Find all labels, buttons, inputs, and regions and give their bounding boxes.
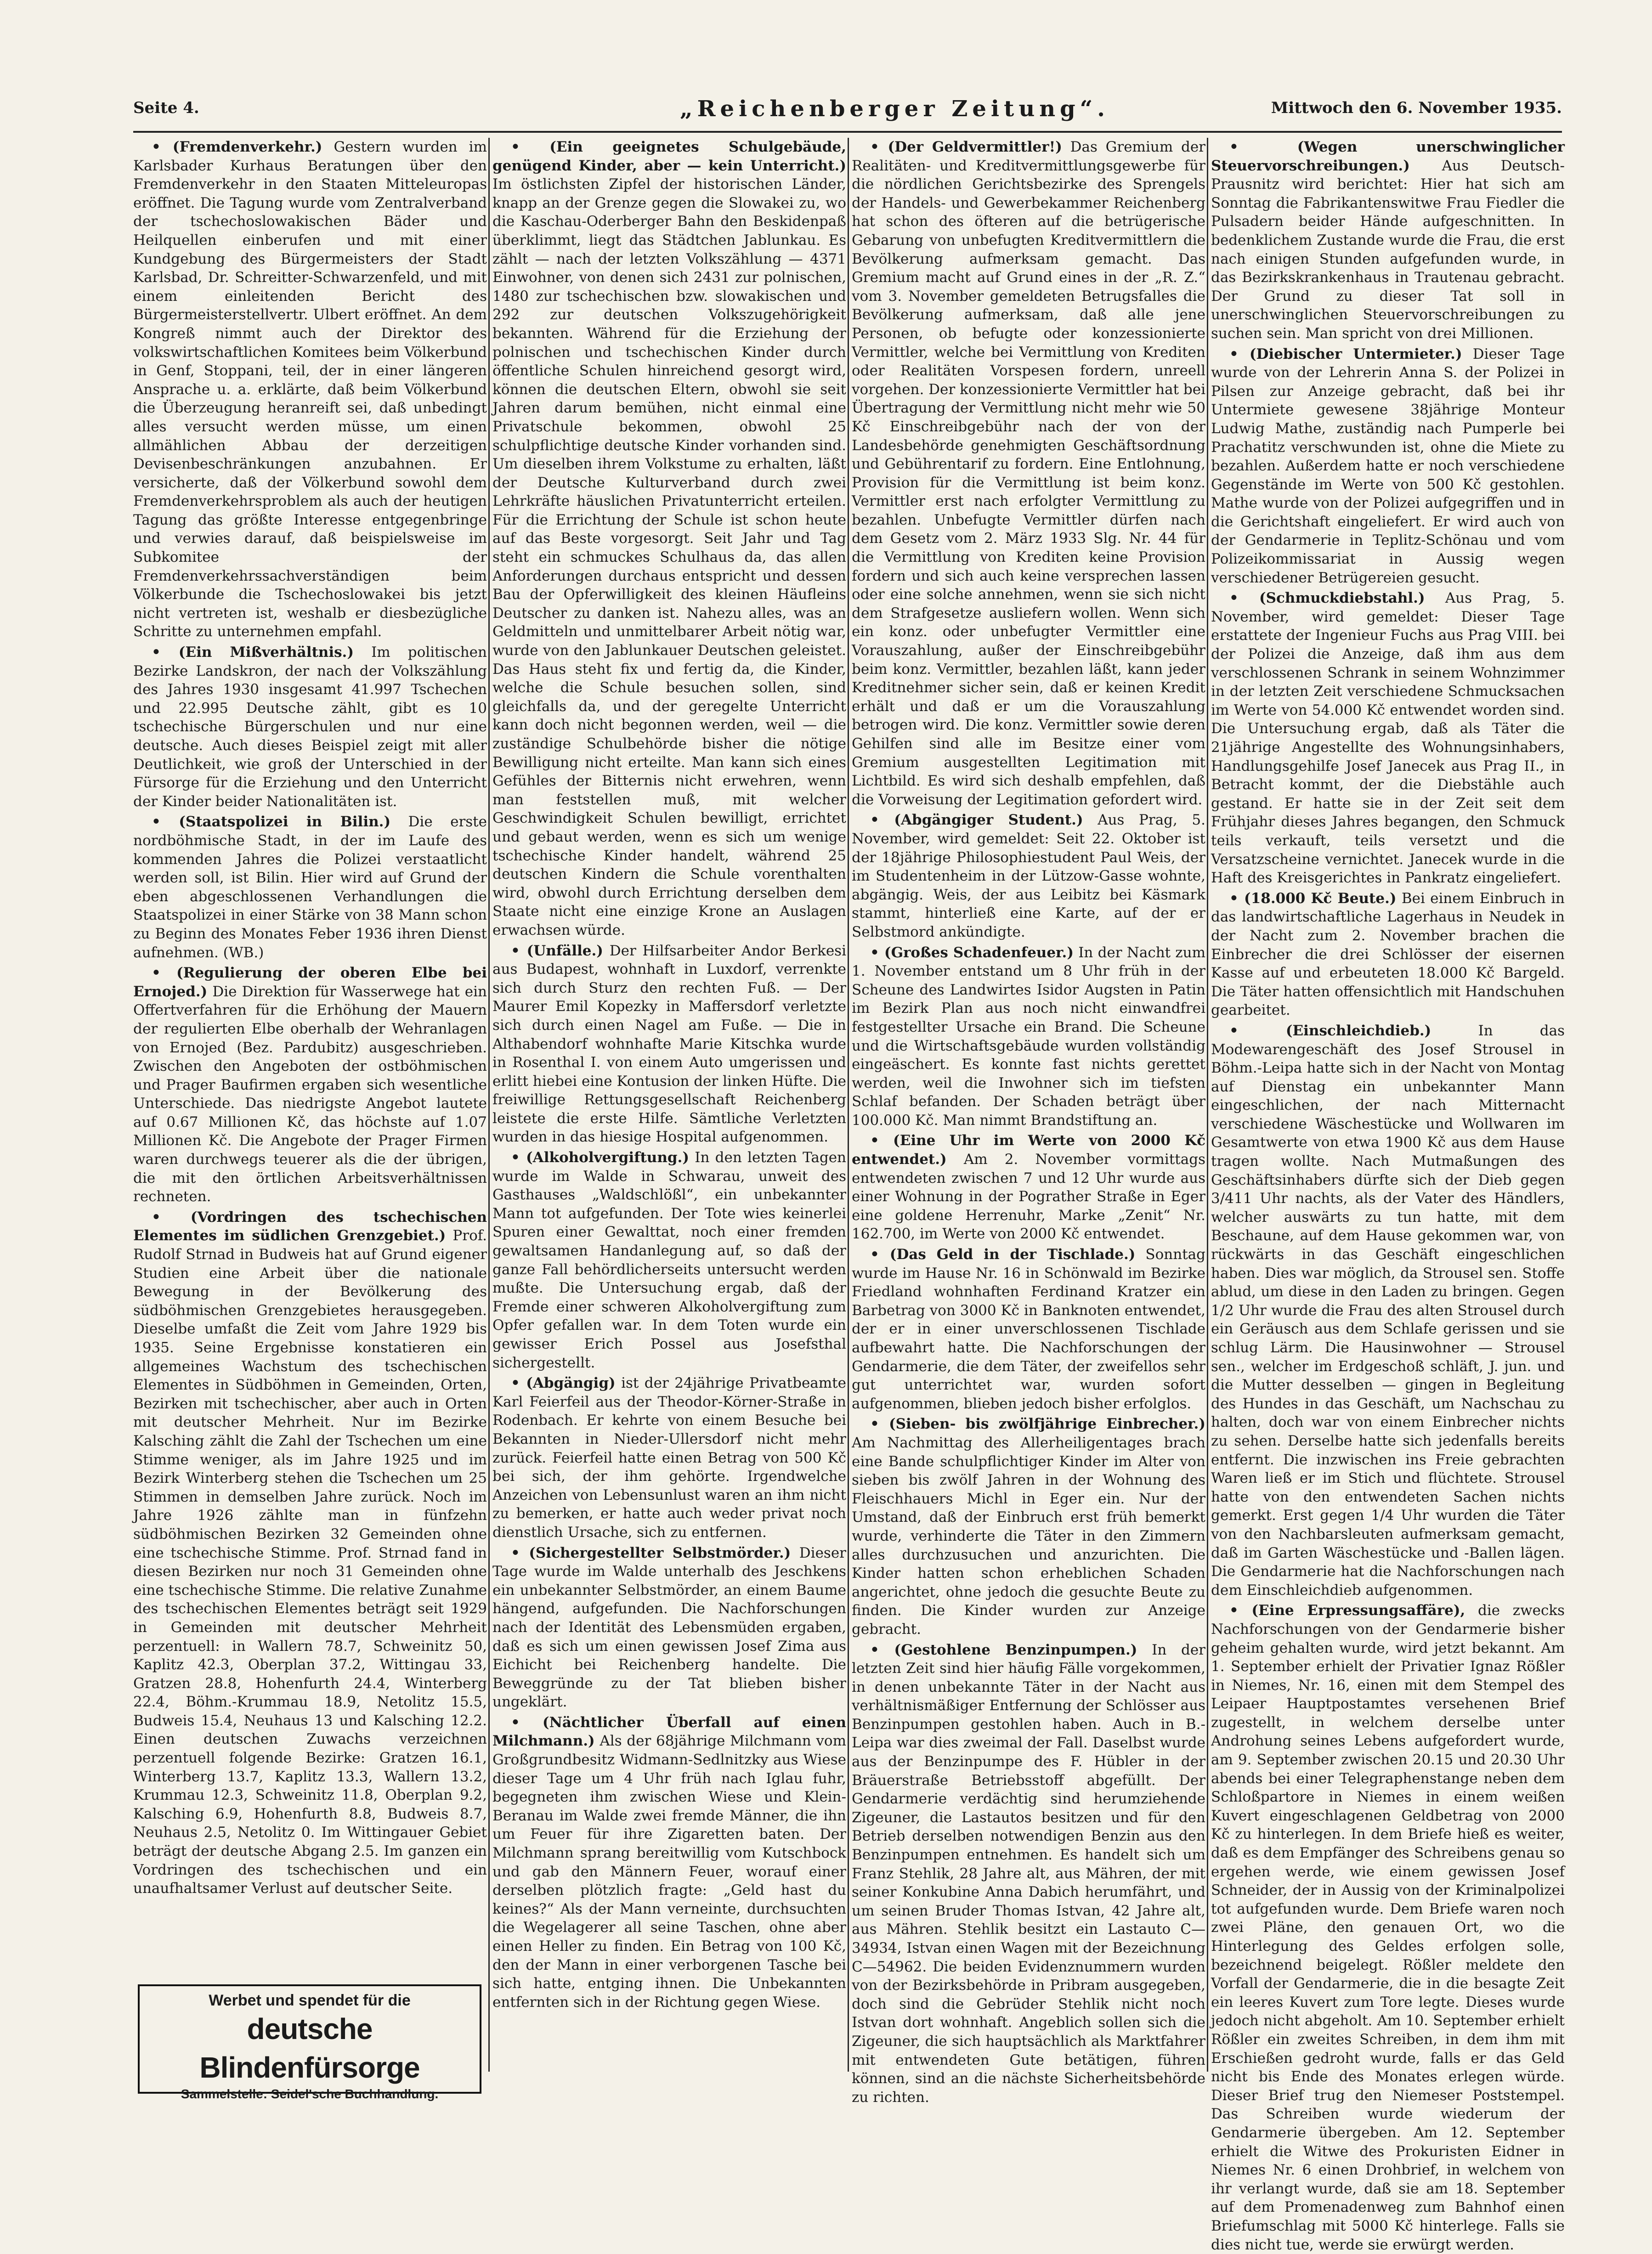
article-heading: • (Vordringen des tschechischen Elementes im südlichen Grenzgebiet.): [133, 1209, 487, 1244]
article-heading: • (Nächtlicher Überfall auf einen Milchmann.): [492, 1714, 846, 1750]
article: [492, 138, 846, 940]
column-rule: [848, 138, 849, 2072]
article-body: Im politischen Bezirke Landskron, der nach der Volkszählung des Jahres 1930 insgesamt 41.997 Tschechen und 22.995 Deutsche zählt, gibt es 10 tschechische Bürgerschulen und nur eine deutsche. Auch dieses Beispiel zeigt mit aller Deutlichkeit, wie groß der Unterschied in der Fürsorge für die Erziehung und den Unterricht der Kinder beider Nationalitäten ist.: [133, 644, 487, 810]
article-heading: • (Das Geld in der Tischlade.): [870, 1246, 1136, 1263]
article: [133, 643, 487, 811]
article: [1211, 589, 1565, 887]
article-heading: • (Eine Erpressungsaffäre),: [1229, 1602, 1465, 1619]
article-body: Aus Prag, 5. November, wird gemeldet: Dieser Tage erstattete der Ingenieur Fuchs aus Prag VIII. bei der Polizei die Anzeige, daß ihm aus dem verschlossenen Schrank in seinem Wohnzimmer in der letzten Zeit verschiedene Schmucksachen im Werte von 54.000 Kč entwendet worden sind. Die Untersuchung ergab, daß als Täter die 21jährige Angestellte des Wohnungsinhabers, Handlungsgehilfe Josef Janecek aus Prag II., in Betracht kommt, der die Diebstähle auch gestand. Er hatte sie in der Zeit seit dem Frühjahr dieses Jahres begangen, den Schmuck teils verkauft, teils versetzt und die Versatzscheine vernichtet. Janecek wurde in die Haft des Kreisgerichtes in Pankratz eingeliefert.: [1211, 590, 1565, 887]
article: [1211, 138, 1565, 343]
article-body: Der Hilfsarbeiter Andor Berkesi aus Budapest, wohnhaft in Luxdorf, verrenkte sich durch Sturz den rechten Fuß. — Der Maurer Emil Kopezky in Maffersdorf verletzte sich durch einen Nagel am Fuße. — Die in Althabendorf wohnhafte Marie Kitschka wurde in Rosenthal I. von einem Auto umgerissen und erlitt hiebei eine Kontusion der linken Hüfte. Die freiwillige Rettungsgesellschaft Reichenberg leistete die erste Hilfe. Sämtliche Verletzten wurden in das hiesige Hospital aufgenommen.: [492, 942, 846, 1146]
article: [492, 1374, 846, 1542]
article: [492, 942, 846, 1147]
article-body: Dieser Tage wurde im Walde unterhalb des Jeschkens ein unbekannter Selbstmörder, an einem Baume hängend, aufgefunden. Die Nachforschungen nach der Identität des Lebensmüden ergaben, daß es sich um einen gewissen Josef Zima aus Eichicht bei Reichenberg handelte. Die Beweggründe zu der Tat blieben bisher ungeklärt.: [492, 1544, 846, 1711]
article: [852, 1245, 1205, 1413]
article-body: ist der 24jährige Privatbeamte Karl Feierfeil aus der Theodor-Körner-Straße in Rodenbach. Er kehrte von einem Besuche bei Bekannten in Nieder-Ullersdorf nicht mehr zurück. Feierfeil hatte einen Betrag von 500 Kč bei sich, der ihm gehörte. Irgendwelche Anzeichen von Lebensunlust waren an ihm nicht zu bemerken, er hatte auch weder privat noch dienstlich Ursache, sich zu entfernen.: [492, 1375, 846, 1541]
article: [1211, 889, 1565, 1020]
article-body: Als der 68jährige Milchmann vom Großgrundbesitz Widmann-Sedlnitzky aus Wiese dieser Tage um 4 Uhr früh nach Iglau fuhr, begegneten ihm zwischen Wiese und Klein-Beranau im Walde zwei fremde Männer, die ihn um Feuer für ihre Zigaretten baten. Der Milchmann sprang bereitwillig vom Kutschbock und gab den Männern Feuer, worauf einer derselben plötzlich fragte: „Geld hast du keines?“ Als der Mann verneinte, durchsuchten die Wegelagerer all seine Taschen, ohne aber einen Heller zu finden. Ein Betrag von 100 Kč, den der Mann in einer verborgenen Tasche bei sich hatte, entging ihnen. Die Unbekannten entfernten sich in der Richtung gegen Wiese.: [492, 1733, 846, 2011]
article-body: Sonntag wurde im Hause Nr. 16 in Schönwald im Bezirke Friedland wohnhaften Ferdinand Kratzer ein Barbetrag von 3000 Kč in Banknoten entwendet, der er in einer unverschlossenen Tischlade aufbewahrt hatte. Die Nachforschungen der Gendarmerie, die dem Täter, der zweifellos sehr gut unterrichtet war, wurden sofort aufgenommen, blieben jedoch bisher erfolglos.: [852, 1246, 1206, 1412]
article-heading: • (Abgängig): [511, 1375, 616, 1392]
article-body: Im östlichsten Zipfel der historischen Länder, knapp an der Grenze gegen die Slowakei zu, wo die Kaschau-Oderberger Bahn den Beskidenpaß überklimmt, liegt das Städtchen Jablunkau. Es zählt — nach der letzten Volkszählung — 4371 Einwohner, von denen sich 2431 zur polnischen, 1480 zur tschechischen bzw. slowakischen und 292 zur deutschen Volkszugehörigkeit bekannten. Während für die Erziehung der polnischen und tschechischen Kinder durch öffentliche Schulen hinreichend gesorgt wird, können die deutschen Eltern, obwohl sie seit Jahren darum bemühen, nicht einmal eine Privatschule bekommen, obwohl 25 schulpflichtige deutsche Kinder vorhanden sind. Um dieselben ihrem Volkstume zu erhalten, läßt der Deutsche Kulturverband durch zwei Lehrkräfte häuslichen Privatunterricht erteilen. Für die Errichtung der Schule ist schon heute auf das Beste vorgesorgt. Seit Jahr und Tag steht ein schmuckes Schulhaus da, das allen Anforderungen durchaus entspricht und dessen Bau der Opferwilligkeit des kleinen Häufleins Deutscher zu danken ist. Nahezu alles, was an Geldmitteln und unmittelbarer Arbeit nötig war, wurde von den Jablunkauer Deutschen geleistet. Das Haus steht fix und fertig da, die Kinder, welche die Schule besuchen sollen, sind gleichfalls da, und der geregelte Unterricht kann doch nicht begonnen werden, weil — die zuständige Schulbehörde bisher die nötige Bewilligung nicht erteilte. Man kann sich eines Gefühles der Bitternis nicht erwehren, wenn man feststellen muß, mit welcher Geschwindigkeit Schulen bewilligt, errichtet und gebaut werden, wenn es sich um wenige tschechische Kinder handelt, während 25 deutschen Kindern die Schule vorenthalten wird, obwohl durch Errichtung derselben dem Staate nicht eine einzige Krone an Auslagen erwachsen würde.: [492, 176, 846, 938]
article: [852, 1415, 1205, 1638]
article: [492, 1713, 846, 2012]
article-heading: • (Diebischer Untermieter.): [1229, 345, 1462, 362]
article-heading: • (Alkoholvergiftung.): [511, 1149, 690, 1166]
article: [852, 1131, 1205, 1243]
article: [1211, 1022, 1565, 1599]
column-3: [852, 138, 1206, 2106]
article-heading: • (Eine Uhr im Werte von 2000 Kč entwendet.): [852, 1132, 1205, 1168]
masthead-title: „Reichenberger Zeitung“.: [680, 96, 1109, 122]
article-heading: • (Ein geeignetes Schulgebäude, genügend Kinder, aber — kein Unterricht.): [492, 139, 846, 174]
article: [852, 811, 1205, 941]
article-body: Die Direktion für Wasserwege hat ein Offertverfahren für die Erhöhung der Mauern der regulierten Elbe oberhalb der Wehranlagen von Ernojed (Bez. Pardubitz) ausgeschrieben. Zwischen den Angeboten der ostböhmischen und Prager Baufirmen ergaben sich wesentliche Unterschiede. Das niedrigste Angebot lautete auf 0.67 Millionen Kč, das höchste auf 1.07 Millionen Kč. Die Angebote der Prager Firmen waren durchwegs teuerer als die der übrigen, die mit den örtlichen Arbeitsverhältnissen rechneten.: [133, 983, 487, 1205]
article-heading: • (Schmuckdiebstahl.): [1229, 590, 1425, 607]
article: [852, 943, 1205, 1130]
article-heading: • (Abgängiger Student.): [870, 812, 1083, 829]
article-heading: • (Wegen unerschwinglicher Steuervorschreibungen.): [1211, 139, 1565, 174]
article-heading: • (Unfälle.): [511, 942, 603, 959]
article-body: Das Gremium der Realitäten- und Kreditvermittlungsgewerbe für die nördlichen Gerichtsbezirke des Sprengels der Handels- und Gewerbekammer Reichenberg hat schon des öfteren auf die betrügerische Gebarung von unbefugten Kreditvermittlern die Bevölkerung aufmerksam gemacht. Das Gremium macht auf Grund eines in der „R. Z.“ vom 3. November gemeldeten Betrugsfalles die Bevölkerung aufmerksam, daß alle jene Personen, ob befugte oder konzessionierte Vermittler, welche bei Vermittlung von Krediten oder Realitäten Vorspesen fordern, unreell vorgehen. Der konzessionierte Vermittler hat bei Übertragung der Vermittlung nicht mehr wie 50 Kč Einschreibgebühr nach der von der Landesbehörde genehmigten Geschäftsordnung und Gebührentarif zu fordern. Eine Entlohnung, Provision für die Vermittlung ist beim konz. Vermittler erst nach erfolgter Vermittlung zu bezahlen. Unbefugte Vermittler dürfen nach dem Gesetz vom 2. März 1933 Slg. Nr. 44 für die Vermittlung von Krediten keine Provision fordern und sich auch keine versprechen lassen oder eine solche annehmen, wenn sie sich nicht dem Strafgesetze ausliefern wollen. Wenn sich ein konz. oder unbefugter Vermittler eine Vorauszahlung, außer der Einschreibgebühr beim konz. Vermittler, bezahlen läßt, kann jeder Kreditnehmer sicher sein, daß er keinen Kredit erhält und daß er um die Vorauszahlung betrogen wird. Die konz. Vermittler sowie deren Gehilfen sind alle im Besitze einer vom Gremium ausgestellten Legitimation mit Lichtbild. Es wird sich deshalb empfehlen, daß die Vorweisung der Legitimation gefordert wird.: [852, 139, 1205, 808]
article-body: Am Nachmittag des Allerheiligentages brach eine Bande schulpflichtiger Kinder im Alter von sieben bis zwölf Jahren in der Wohnung des Fleischhauers Michl in Eger ein. Nur der Umstand, daß der Einbruch erst früh bemerkt wurde, verhinderte die Täter in den Zimmern alles durchzusuchen und anzurichten. Die Kinder hatten schon erheblichen Schaden angerichtet, ohne jedoch die gesuchte Beute zu finden. Die Kinder wurden zur Anzeige gebracht.: [852, 1434, 1205, 1638]
article: [852, 1641, 1205, 2107]
article-body: Die erste nordböhmische Stadt, in der im Laufe des kommenden Jahres die Polizei verstaatlicht werden soll, ist Bilin. Hier wird auf Grund der eben abgeschlossenen Verhandlungen die Staatspolizei in einer Stärke von 38 Mann schon zu Beginn des Monates Feber 1936 ihren Dienst aufnehmen. (WB.): [133, 813, 487, 961]
column-rule: [1207, 138, 1208, 2072]
page-header: [133, 96, 1562, 133]
article-body: In der letzten Zeit sind hier häufig Fälle vorgekommen, in denen unbekannte Täter in der Nacht aus verhältnismäßiger Entfernung der Schlösser aus Benzinpumpen gestohlen haben. Auch in B.-Leipa war dies zweimal der Fall. Daselbst wurde aus der Benzinpumpe des F. Hübler in der Bräuerstraße Betriebsstoff abgefüllt. Der Gendarmerie verdächtig sind herumziehende Zigeuner, die Lastautos besitzen und für den Betrieb derselben notwendigen Benzin aus den Benzinpumpen entnehmen. Es handelt sich um Franz Stehlik, 28 Jahre alt, aus Mähren, der mit seiner Konkubine Anna Dabich herumfährt, und um seinen Bruder Thomas Istvan, 42 Jahre alt, aus Mähren. Stehlik besitzt ein Lastauto C—34934, Istvan einen Wagen mit der Bezeichnung C—54962. Die beiden Evidenznummern wurden von der Bezirksbehörde in Pribram ausgegeben, doch sind die Gebrüder Stehlik nicht noch Istvan dort wohnhaft. Angeblich sollen sich die Zigeuner, die sich hauptsächlich als Marktfahrer mit entwendeten Gute betätigen, führen können, sind an die nächste Sicherheitsbehörde zu richten.: [852, 1641, 1205, 2106]
article-body: Aus Deutsch-Prausnitz wird berichtet: Hier hat sich am Sonntag die Fabrikantenswitwe Frau Fiedler die Pulsadern beider Hände aufgeschnitten. In bedenklichem Zustande wurde die Frau, die erst nach einigen Stunden aufgefunden wurde, in das Bezirkskrankenhaus in Trautenau gebracht. Der Grund zu dieser Tat soll in unerschwinglichen Steuervorschreibungen zu suchen sein. Man spricht von drei Millionen.: [1211, 157, 1565, 342]
ad-tagline: Werbet und spendet für die: [209, 1992, 411, 2009]
article-body: Bei einem Einbruch in das landwirtschaftliche Lagerhaus in Neudek in der Nacht zum 2. November brachen die Einbrecher die drei Schlösser der eisernen Kasse auf und erbeuteten 18.000 Kč Bargeld. Die Täter hatten offensichtlich mit Handschuhen gearbeitet.: [1211, 890, 1565, 1019]
column-rule: [488, 138, 490, 2072]
article-body: In das Modewarengeschäft des Josef Strousel in Böhm.-Leipa hatte sich in der Nacht von Montag auf Dienstag ein unbekannter Mann eingeschlichen, der nach Mitternacht verschiedene Wäschestücke und Wollwaren im Gesamtwerte von etwa 1900 Kč aus dem Hause tragen wollte. Nach Mutmaßungen des Geschäftsinhabers dürfte sich der Dieb gegen 3/411 Uhr nachts, als der Vater des Händlers, welcher auswärts zu tun hatte, mit dem Beschaune, auf dem Hause gekommen war, von rückwärts in das Geschäft eingeschlichen haben. Dies war möglich, da Strousel sen. Stoffe ablud, um diese in den Laden zu bringen. Gegen 1/2 Uhr wurde die Frau des alten Strousel durch ein Geräusch aus dem Schlafe gerissen und sie schlug Lärm. Die Hausinwohner — Strousel sen., welcher im Erdgeschoß schläft, J. jun. und die Mutter desselben — gingen in Begleitung des Hundes in das Geschäft, um Nachschau zu halten, doch war von einem Einbrecher nichts zu sehen. Derselbe hatte sich jedenfalls bereits entfernt. Die inzwischen ins Freie gebrachten Waren ließ er im Stich und flüchtete. Strousel hatte von den entwendeten Sachen nichts gemerkt. Erst gegen 1/4 Uhr wurden die Täter von den Nachbarsleuten aufmerksam gemacht, daß im Garten Wäschestücke und -Ballen lägen. Die Gendarmerie hat die Nachforschungen nach dem Einschleichdieb aufgenommen.: [1211, 1022, 1565, 1599]
article-body: Aus Prag, 5. November, wird gemeldet: Seit 22. Oktober ist der 18jährige Philosophiestudent Paul Weis, der im Studentenheim in der Lützow-Gasse wohnte, abgängig. Weis, der aus Leibitz bei Käsmark stammt, hinterließ eine Karte, auf der er Selbstmord ankündigte.: [852, 812, 1206, 940]
article: [492, 1148, 846, 1372]
article-body: die zwecks Nachforschungen von der Gendarmerie bisher geheim gehalten wurde, wird jetzt bekannt. Am 1. September erhielt der Privatier Ignaz Rößler in Niemes, Nr. 16, einen mit dem Stempel des Leipaer Hauptpostamtes versehenen Brief zugestellt, in welchem derselbe unter Androhung seines Lebens aufgefordert wurde, am 9. September zwischen 20.15 und 20.30 Uhr abends bei einer Telegraphenstange neben dem Schloßpartore in Niemes in einem weißen Kuvert eingeschlagenen Geldbetrag von 2000 Kč zu hinterlegen. In dem Briefe hieß es weiter, daß es dem Empfänger des Schreibens genau so ergehen werde, wie einem gewissen Josef Schneider, der in Aussig von der Kriminalpolizei tot aufgefunden wurde. Dem Briefe waren noch zwei Pläne, den genauen Ort, wo die Hinterlegung des Geldes erfolgen solle, bezeichnend beigelegt. Rößler meldete den Vorfall der Gendarmerie, die in die besagte Zeit ein leeres Kuvert zum Tore legte. Dieses wurde jedoch nicht abgeholt. Am 10. September erhielt Rößler ein zweites Schreiben, in dem ihm mit Erschießen gedroht wurde, falls er das Geld nicht bis Ende des Monates erlegen würde. Dieser Brief trug den Niemeser Poststempel. Das Schreiben wurde wiederum der Gendarmerie übergeben. Am 12. September erhielt die Witwe des Prokuristen Eidner in Niemes Nr. 6 einen Drohbrief, in welchem von ihr verlangt wurde, daß sie am 18. September auf dem Promenadenweg zum Bahnhof einen Briefumschlag mit 5000 Kč hinterlege. Falls sie dies nicht tue, werde sie erwürgt werden.: [1211, 1602, 1565, 2253]
article-heading: • (Regulierung der oberen Elbe bei Ernojed.): [133, 965, 487, 1000]
article-heading: • (18.000 Kč Beute.): [1229, 890, 1397, 907]
article: [852, 138, 1205, 809]
article-body: In den letzten Tagen wurde im Walde in Schwarau, unweit des Gasthauses „Waldschlößl“, ein unbekannter Mann tot aufgefunden. Der Tote wies keinerlei Spuren einer Gewalttat, noch einer fremden gewaltsamen Handanlegung auf, so daß der ganze Fall behördlicherseits untersucht werden mußte. Die Untersuchung ergab, daß der Fremde einer schweren Alkoholvergiftung zum Opfer gefallen war. In dem Toten wurde ein gewisser Erich Possel aus Josefsthal sichergestellt.: [492, 1149, 847, 1371]
article: [133, 138, 487, 641]
article-heading: • (Gestohlene Benzinpumpen.): [870, 1641, 1137, 1658]
advertisement-box: [138, 1984, 481, 2101]
article: [133, 813, 487, 962]
article-body: Gestern wurden im Karlsbader Kurhaus Beratungen über den Fremdenverkehr in den Staaten Mitteleuropas eröffnet. Die Tagung wurde vom Zentralverband der tschechoslowakischen Bäder und Heilquellen einberufen und mit einer Kundgebung des Bürgermeisters der Stadt Karlsbad, Dr. Schreitter-Schwarzenfeld, und mit einem einleitenden Bericht des Bürgermeisterstellvertr. Ulbert eröffnet. An dem Kongreß nimmt auch der Direktor des volkswirtschaftlichen Komitees beim Völkerbund in Genf, Stoppani, teil, der in einer längeren Ansprache u. a. erklärte, daß beim Völkerbund die Überzeugung heranreift sei, daß unbedingt alles versucht werden müsse, um einen allmählichen Abbau der derzeitigen Devisenbeschränkungen anzubahnen. Er versicherte, daß der Völkerbund sowohl dem Fremdenverkehrsproblem als auch der heutigen Tagung das größte Interesse entgegenbringe und verwies darauf, daß beispielsweise im Subkomitee der Fremdenverkehrssachverständigen beim Völkerbunde die Tschechoslowakei bis jetzt nicht vertreten ist, weshalb er diesbezügliche Schritte zu unternehmen empfahl.: [133, 139, 487, 640]
article-heading: • (Großes Schadenfeuer.): [870, 944, 1074, 961]
ad-footer: Sammelstelle: Seidel'sche Buchhandlung.: [181, 2087, 439, 2101]
article: [1211, 345, 1565, 588]
article-heading: • (Der Geldvermittler!): [870, 139, 1062, 155]
column-1: [133, 138, 487, 2081]
article-heading: • (Einschleichdieb.): [1229, 1022, 1431, 1039]
issue-date: Mittwoch den 6. November 1935.: [1271, 99, 1562, 117]
article: [133, 964, 487, 1206]
article-heading: • (Ein Mißverhältnis.): [152, 644, 354, 661]
article: [492, 1544, 846, 1712]
article-body: Prof. Rudolf Strnad in Budweis hat auf Grund eigener Studien eine Arbeit über die nationale Bewegung in der Bevölkerung des südböhmischen Grenzgebietes herausgegeben. Dieselbe umfaßt die Zeit vom Jahre 1929 bis 1935. Seine Ergebnisse konstatieren ein allgemeines Wachstum des tschechischen Elementes in Südböhmen in Gemeinden, Orten, Bezirken mit tschechischer, aber auch in Orten mit deutscher Mehrheit. Nur im Bezirke Kalsching zählt die Zahl der Tschechen um eine Stimme weniger, als im Jahre 1925 und im Bezirk Winterberg stehen die Tschechen um 25 Stimmen in demselben Jahre zurück. Noch im Jahre 1926 zählte man in fünfzehn südböhmischen Bezirken 32 Gemeinden ohne eine tschechische Stimme. Prof. Strnad fand in diesen Bezirken nur noch 31 Gemeinden ohne eine tschechische Stimme. Die relative Zunahme des tschechischen Elementes beträgt seit 1929 in Gemeinden mit deutscher Mehrheit perzentuell: in Wallern 78.7, Schweinitz 50, Kaplitz 42.3, Oberplan 37.2, Wittingau 33, Gratzen 28.8, Hohenfurth 24.4, Winterberg 22.4, Böhm.-Krummau 18.9, Netolitz 15.5, Budweis 15.4, Neuhaus 13 und Kalsching 12.2. Einen deutschen Zuwachs verzeichnen perzentuell folgende Bezirke: Gratzen 16.1, Winterberg 13.7, Kaplitz 13.3, Wallern 13.2, Krummau 12.3, Schweinitz 11.8, Oberplan 9.2, Kalsching 6.9, Hohenfurth 8.8, Budweis 8.7, Neuhaus 2.5, Netolitz 0. Im Wittingauer Gebiet beträgt der deutsche Abgang 2.5. Im ganzen ein Vordringen des tschechischen und ein unaufhaltsamer Verlust auf deutscher Seite.: [133, 1227, 487, 1897]
article-heading: • (Staatspolizei in Bilin.): [152, 813, 391, 830]
article-body: Dieser Tage wurde von der Lehrerin Anna S. der Polizei in Pilsen zur Anzeige gebracht, daß bei ihr Untermiete gewesene 38jährige Monteur Ludwig Mathe, zuständig nach Pumperle bei Prachatitz verschwunden ist, ohne die Miete zu bezahlen. Außerdem hatte er noch verschiedene Gegenstände im Werte von 500 Kč gestohlen. Mathe wurde von der Polizei aufgegriffen und in die Gerichtshaft eingeliefert. Er wird auch von der Gendarmerie in Teplitz-Schönau und vom Polizeikommissariat in Aussig wegen verschiedener Betrügereien gesucht.: [1211, 345, 1565, 586]
article: [1211, 1601, 1565, 2254]
article-heading: • (Sieben- bis zwölfjährige Einbrecher.): [870, 1416, 1205, 1433]
article-heading: • (Sichergestellter Selbstmörder.): [511, 1544, 791, 1561]
column-4: [1211, 138, 1565, 2253]
article-body: Am 2. November vormittags entwendeten zwischen 7 und 12 Uhr wurde aus einer Wohnung in der Pograther Straße in Eger eine goldene Herrenuhr, Marke „Zenit“ Nr. 162.700, im Werte von 2000 Kč entwendet.: [852, 1151, 1205, 1243]
article: [133, 1208, 487, 1898]
article-body: In der Nacht zum 1. November entstand um 8 Uhr früh in der Scheune des Landwirtes Isidor Augsten in Patin im Bezirk Plan aus noch nicht einwandfrei festgestellter Ursache ein Brand. Die Scheune und die Wirtschaftsgebäude wurden vollständig eingeäschert. Es konnte fast nichts gerettet werden, weil die Inwohner sich im tiefsten Schlaf befanden. Der Schaden beträgt über 100.000 Kč. Man nimmt Brandstiftung an.: [852, 944, 1205, 1129]
ad-headline: deutsche Blindenfürsorge: [199, 2012, 420, 2084]
column-2: [492, 138, 846, 2081]
article-heading: • (Fremdenverkehr.): [152, 139, 322, 155]
page-number: Seite 4.: [133, 99, 199, 117]
